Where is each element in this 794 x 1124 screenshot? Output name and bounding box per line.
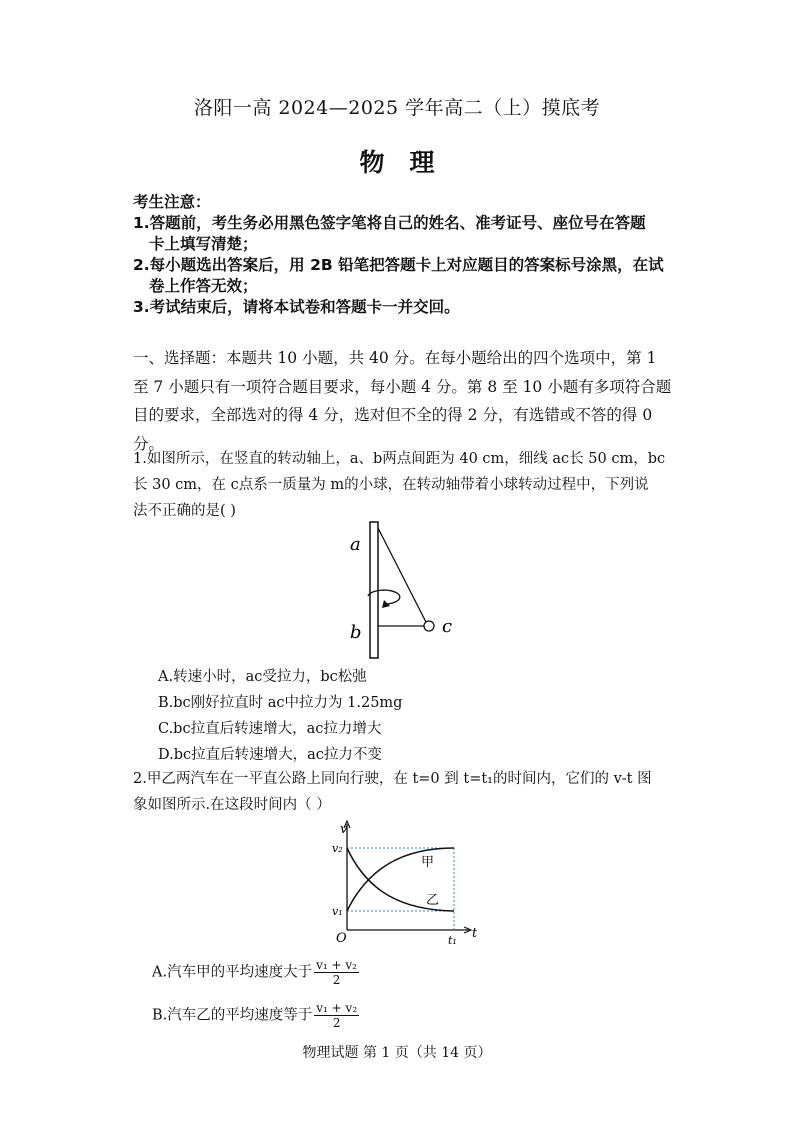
notice-item-1-line-2: 卡上填写清楚；: [149, 235, 258, 253]
q1-option-b[interactable]: B.bc刚好拉直时 ac中拉力为 1.25mg: [158, 695, 403, 711]
section-1-line-3: 目的要求，全部选对的得 4 分，选对但不全的得 2 分，有选错或不答的得 0: [133, 406, 653, 424]
fraction-b-numerator: v₁ + v₂: [316, 1001, 358, 1015]
section-1-instructions: [133, 344, 678, 458]
fraction-b-denominator: 2: [332, 1016, 341, 1030]
label-jia: 甲: [421, 855, 435, 870]
notice-item-1-line-1: 1.答题前，考生务必用黑色签字笔将自己的姓名、准考证号、座位号在答题: [133, 214, 646, 232]
label-t: t: [472, 926, 478, 941]
section-1-line-1: 一、选择题：本题共 10 小题，共 40 分。在每小题给出的四个选项中，第 1: [133, 349, 657, 367]
fraction-a-numerator: v₁ + v₂: [316, 958, 357, 972]
label-a: a: [350, 534, 361, 555]
string-ac: [378, 528, 428, 626]
q1-option-d[interactable]: D.bc拉直后转速增大，ac拉力不变: [158, 747, 382, 763]
section-1-line-4: 分。: [133, 434, 165, 453]
question-1-stem: [133, 446, 678, 524]
fraction-b: [314, 1001, 359, 1030]
notice-block: [133, 192, 693, 318]
notice-item-2-line-1: 2.每小题选出答案后，用 2B 铅笔把答题卡上对应题目的答案标号涂黑，在试: [133, 256, 664, 274]
q2-vt-graph: [328, 818, 478, 948]
q1-options: [158, 664, 402, 768]
rotation-axis-rod: [370, 522, 378, 658]
subject-title: 物 理: [359, 148, 435, 177]
notice-heading: 考生注意：: [133, 193, 211, 211]
label-v2: v₂: [332, 842, 343, 855]
q2-option-a[interactable]: [152, 958, 359, 987]
label-v: v: [340, 822, 348, 837]
q2-line-1: 2.甲乙两汽车在一平直公路上同向行驶，在 t=0 到 t=t₁的时间内，它们的 v-t 图: [133, 771, 652, 787]
q1-line-1: 1.如图所示，在竖直的转动轴上，a、b两点间距为 40 cm，细线 ac长 50 cm，bc: [133, 451, 666, 467]
q1-line-2: 长 30 cm，在 c点系一质量为 m的小球，在转动轴带着小球转动过程中，下列说: [133, 477, 649, 493]
label-v1: v₁: [332, 905, 343, 918]
q2-line-2: 象如图所示.在这段时间内（ ）: [133, 797, 331, 813]
label-b: b: [350, 622, 362, 643]
label-t1: t₁: [448, 934, 457, 947]
q2-option-a-text: A.汽车甲的平均速度大于: [152, 964, 313, 981]
exam-title: 洛阳一高 2024—2025 学年高二（上）摸底考: [193, 97, 601, 119]
notice-item-2-line-2: 卷上作答无效；: [149, 277, 258, 295]
page-footer: 物理试题 第 1 页（共 14 页）: [302, 1045, 492, 1061]
ball-c: [424, 621, 434, 631]
label-origin: O: [336, 931, 347, 946]
q1-option-c[interactable]: C.bc拉直后转速增大，ac拉力增大: [158, 721, 382, 737]
label-yi: 乙: [426, 893, 440, 908]
q1-rotating-axis-figure: [340, 520, 470, 660]
q1-option-a[interactable]: A.转速小时，ac受拉力，bc松弛: [158, 669, 367, 685]
section-1-line-2: 至 7 小题只有一项符合题目要求，每小题 4 分。第 8 至 10 小题有多项符合题: [133, 377, 672, 396]
fraction-a: [314, 958, 359, 987]
q1-line-3: 法不正确的是( ): [133, 503, 236, 519]
question-2-stem: [133, 766, 678, 818]
q2-option-b[interactable]: [152, 1001, 359, 1030]
notice-item-3: 3.考试结束后，请将本试卷和答题卡一并交回。: [133, 298, 460, 316]
fraction-a-denominator: 2: [332, 973, 341, 987]
q2-option-b-text: B.汽车乙的平均速度等于: [152, 1007, 313, 1024]
label-c: c: [442, 616, 453, 637]
